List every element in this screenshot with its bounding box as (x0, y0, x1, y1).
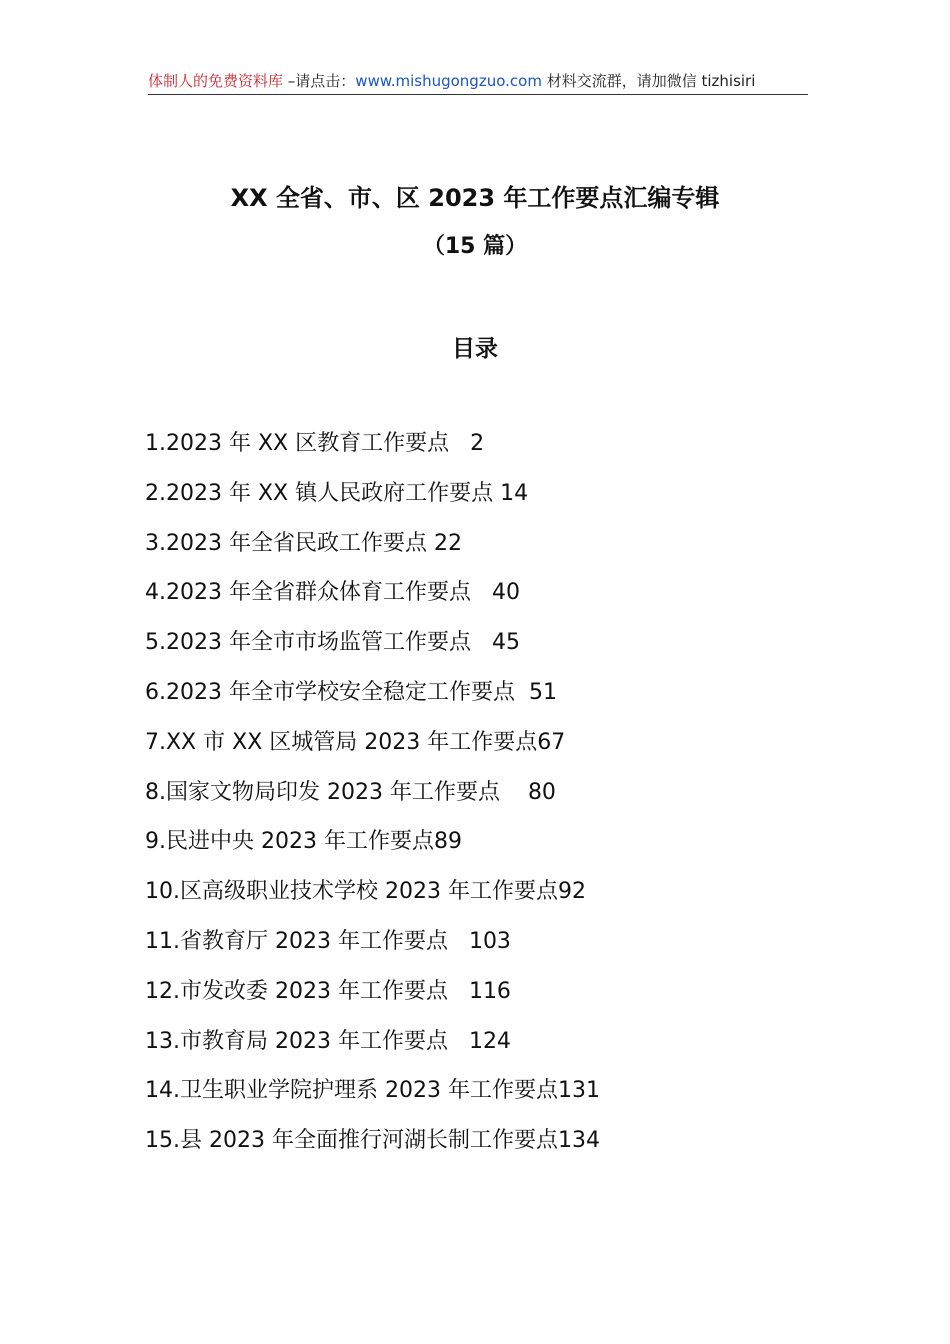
toc-item[interactable]: 6.2023 年全市学校安全稳定工作要点 51 (145, 679, 557, 705)
header-prompt: –请点击： (283, 72, 356, 90)
header-contact: 材料交流群，请加微信 tizhisiri (541, 72, 756, 90)
toc-item[interactable]: 2.2023 年 XX 镇人民政府工作要点 14 (145, 480, 529, 506)
document-subtitle: （15 篇） (422, 234, 528, 259)
toc-item[interactable]: 9.民进中央 2023 年工作要点89 (145, 829, 462, 855)
toc-item[interactable]: 3.2023 年全省民政工作要点 22 (145, 530, 462, 556)
toc-item[interactable]: 12.市发改委 2023 年工作要点 116 (145, 978, 511, 1004)
toc-item[interactable]: 13.市教育局 2023 年工作要点 124 (145, 1028, 511, 1054)
toc-item[interactable]: 1.2023 年 XX 区教育工作要点 2 (145, 431, 485, 456)
toc-item[interactable]: 14.卫生职业学院护理系 2023 年工作要点131 (145, 1078, 600, 1104)
header-brand: 体制人的免费资料库 (148, 72, 284, 90)
toc-item[interactable]: 5.2023 年全市市场监管工作要点 45 (145, 630, 520, 656)
toc-item[interactable]: 4.2023 年全省群众体育工作要点 40 (145, 580, 520, 606)
header-link[interactable]: www.mishugongzuo.com (355, 72, 542, 90)
document-title: XX 全省、市、区 2023 年工作要点汇编专辑 (230, 184, 720, 212)
toc-item[interactable]: 10.区高级职业技术学校 2023 年工作要点92 (145, 879, 586, 905)
toc-item[interactable]: 11.省教育厅 2023 年工作要点 103 (145, 928, 511, 954)
page-header (148, 70, 808, 95)
table-of-contents (145, 426, 600, 1173)
toc-item[interactable]: 8.国家文物局印发 2023 年工作要点 80 (145, 779, 556, 805)
toc-item[interactable]: 15.县 2023 年全面推行河湖长制工作要点134 (145, 1128, 600, 1154)
toc-heading: 目录 (452, 336, 498, 362)
toc-item[interactable]: 7.XX 市 XX 区城管局 2023 年工作要点67 (145, 729, 566, 755)
